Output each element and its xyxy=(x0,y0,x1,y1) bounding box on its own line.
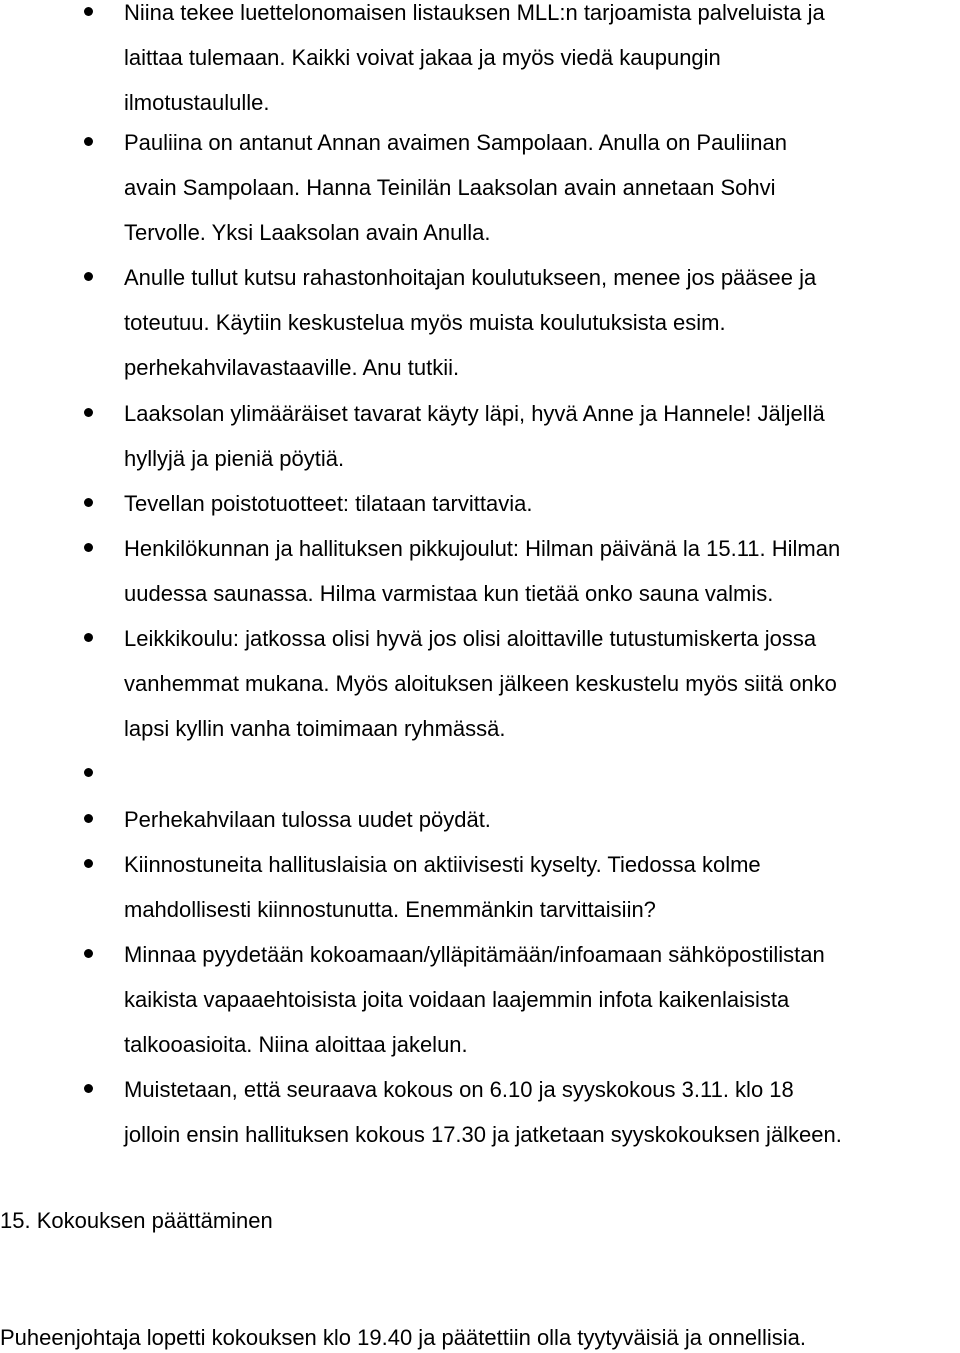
list-item xyxy=(124,391,960,481)
list-item-line: lapsi kyllin vanha toimimaan ryhmässä. xyxy=(124,716,506,741)
list-item xyxy=(124,842,960,932)
bullet-dot-icon xyxy=(84,859,93,868)
list-item xyxy=(124,797,960,842)
bullet-dot-icon xyxy=(84,633,93,642)
list-item-line: Henkilökunnan ja hallituksen pikkujoulut: Hilman päivänä la 15.11. Hilman xyxy=(124,536,841,561)
bullet-dot-icon xyxy=(84,543,93,552)
bullet-dot-icon xyxy=(84,137,93,146)
list-item-line: Tevellan poistotuotteet: tilataan tarvittavia. xyxy=(124,491,533,516)
list-item xyxy=(124,1067,960,1157)
bullet-dot-icon xyxy=(84,768,93,777)
list-item xyxy=(124,751,960,796)
list-item xyxy=(124,932,960,1067)
closing-text: Puheenjohtaja lopetti kokouksen klo 19.40 ja päätettiin olla tyytyväisiä ja onnellisia. xyxy=(0,1325,806,1350)
list-item-line: jolloin ensin hallituksen kokous 17.30 ja jatketaan syyskokouksen jälkeen. xyxy=(124,1122,842,1147)
list-item-line: vanhemmat mukana. Myös aloituksen jälkeen keskustelu myös siitä onko xyxy=(124,671,837,696)
list-item xyxy=(124,255,960,390)
list-item xyxy=(124,481,960,526)
list-item-line xyxy=(124,751,960,796)
list-item-line: talkooasioita. Niina aloittaa jakelun. xyxy=(124,1032,468,1057)
list-item-line: perhekahvilavastaaville. Anu tutkii. xyxy=(124,355,460,380)
list-item-line: Muistetaan, että seuraava kokous on 6.10 ja syyskokous 3.11. klo 18 xyxy=(124,1077,794,1102)
list-item-line: toteutuu. Käytiin keskustelua myös muista koulutuksista esim. xyxy=(124,310,726,335)
list-item-line: mahdollisesti kiinnostunutta. Enemmänkin tarvittaisiin? xyxy=(124,897,656,922)
list-item-line: uudessa saunassa. Hilma varmistaa kun tietää onko sauna valmis. xyxy=(124,581,774,606)
list-item-line: Tervolle. Yksi Laaksolan avain Anulla. xyxy=(124,220,491,245)
list-item-line: Leikkikoulu: jatkossa olisi hyvä jos olisi aloittaville tutustumiskerta jossa xyxy=(124,626,817,651)
list-item-line: avain Sampolaan. Hanna Teinilän Laaksolan avain annetaan Sohvi xyxy=(124,175,776,200)
list-item-line: hyllyjä ja pieniä pöytiä. xyxy=(124,446,345,471)
bullet-dot-icon xyxy=(84,272,93,281)
list-item-line: Perhekahvilaan tulossa uudet pöydät. xyxy=(124,807,491,832)
bullet-dot-icon xyxy=(84,949,93,958)
list-item xyxy=(124,616,960,751)
bullet-dot-icon xyxy=(84,1084,93,1093)
list-item xyxy=(124,526,960,616)
section-heading: 15. Kokouksen päättäminen xyxy=(0,1208,273,1233)
bullet-dot-icon xyxy=(84,814,93,823)
bullet-dot-icon xyxy=(84,7,93,16)
list-item xyxy=(124,0,960,125)
bullet-dot-icon xyxy=(84,498,93,507)
list-item-line: kaikista vapaaehtoisista joita voidaan laajemmin infota kaikenlaisista xyxy=(124,987,790,1012)
list-item-line: Minnaa pyydetään kokoamaan/ylläpitämään/infoamaan sähköpostilistan xyxy=(124,942,825,967)
list-item-line: Pauliina on antanut Annan avaimen Sampolaan. Anulla on Pauliinan xyxy=(124,130,787,155)
list-item xyxy=(124,120,960,255)
list-item-line: Anulle tullut kutsu rahastonhoitajan koulutukseen, menee jos pääsee ja xyxy=(124,265,817,290)
list-item-line: ilmotustaululle. xyxy=(124,90,270,115)
list-item-line: Kiinnostuneita hallituslaisia on aktiivisesti kyselty. Tiedossa kolme xyxy=(124,852,761,877)
list-item-line: Niina tekee luettelonomaisen listauksen MLL:n tarjoamista palveluista ja xyxy=(124,0,825,25)
list-item-line: Laaksolan ylimääräiset tavarat käyty läpi, hyvä Anne ja Hannele! Jäljellä xyxy=(124,401,825,426)
bullet-dot-icon xyxy=(84,408,93,417)
list-item-line: laittaa tulemaan. Kaikki voivat jakaa ja myös viedä kaupungin xyxy=(124,45,721,70)
